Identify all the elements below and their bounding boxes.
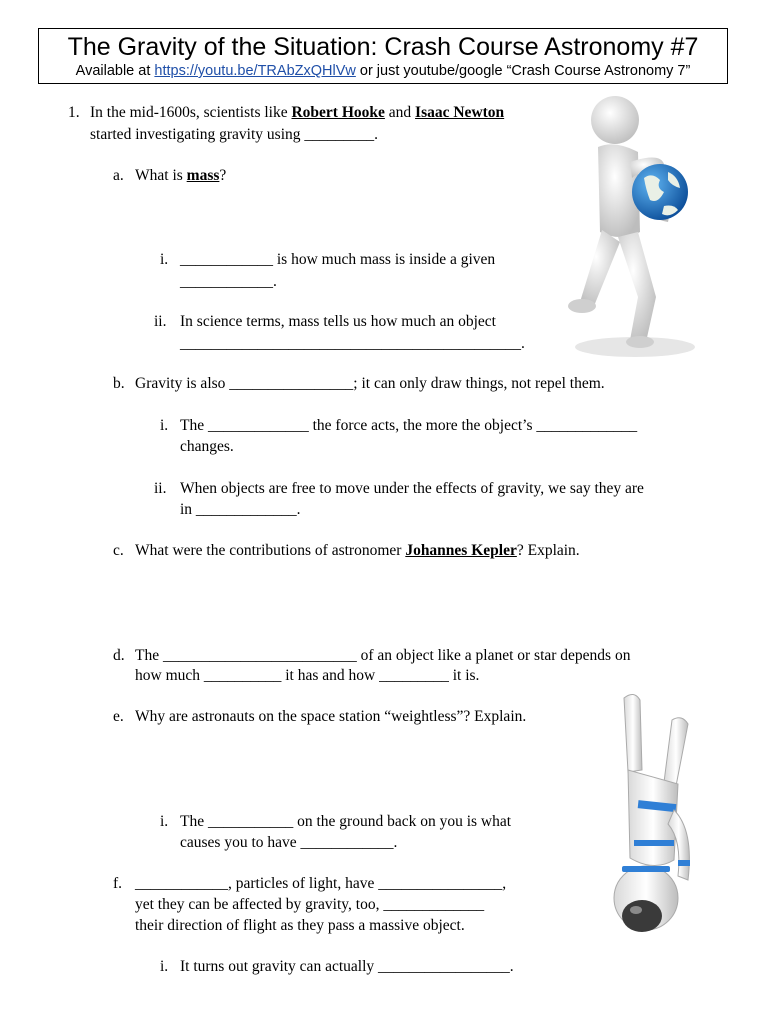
q1f-label: f.: [113, 875, 123, 892]
term-isaac-newton: Isaac Newton: [415, 104, 505, 121]
q1b-ii-line-1: When objects are free to move under the effects of gravity, we say they are: [180, 480, 644, 497]
q1c-post: ? Explain.: [516, 542, 580, 559]
q1b-i-label: i.: [160, 417, 169, 434]
q1a-question: [135, 166, 226, 186]
q1e-label: e.: [113, 708, 124, 725]
video-link[interactable]: https://youtu.be/TRAbZxQHlVw: [154, 63, 356, 79]
q1-text-b: and: [384, 104, 416, 121]
q1b-i-line-1: The _____________ the force acts, the more the object’s _____________: [180, 417, 638, 434]
q1-text-a: In the mid-1600s, scientists like: [90, 104, 292, 121]
q1a-pre: What is: [135, 167, 187, 184]
astronaut-illustration: [594, 690, 704, 950]
q1f-i-line-1: It turns out gravity can actually _________________.: [180, 958, 514, 975]
term-mass: mass: [186, 167, 220, 184]
q1d-line-1: The _________________________ of an object like a planet or star depends on: [135, 647, 631, 664]
q1a-label: a.: [113, 167, 124, 184]
q1-line-2: started investigating gravity using _________.: [90, 126, 379, 143]
availability-prefix: Available at: [75, 63, 155, 79]
q1d-label: d.: [113, 647, 125, 664]
q1b-label: b.: [113, 375, 125, 392]
term-johannes-kepler: Johannes Kepler: [405, 542, 517, 559]
q1f-i-label: i.: [160, 958, 169, 975]
q1-number: 1.: [68, 104, 80, 121]
q1-line-1: [90, 103, 504, 123]
q1a-ii-line-2: ____________________________________________.: [180, 335, 525, 352]
q1f-line-3: their direction of flight as they pass a massive object.: [135, 917, 465, 934]
q1b-ii-line-2: in _____________.: [180, 501, 301, 518]
q1a-i-line-2: ____________.: [180, 273, 277, 290]
q1c-pre: What were the contributions of astronomer: [135, 542, 406, 559]
q1e-text: Why are astronauts on the space station “weightless”? Explain.: [135, 708, 527, 725]
q1a-i-line-1: ____________ is how much mass is inside a given: [180, 251, 496, 268]
figure-holding-globe-illustration: [560, 92, 720, 362]
q1e-i-label: i.: [160, 813, 169, 830]
availability-line: [39, 62, 727, 80]
q1a-ii-line-1: In science terms, mass tells us how much an object: [180, 313, 496, 330]
q1d-line-2: how much __________ it has and how _________ it is.: [135, 667, 480, 684]
q1c-question: [135, 541, 580, 561]
worksheet-title: The Gravity of the Situation: Crash Course Astronomy #7: [67, 33, 699, 61]
q1a-post: ?: [219, 167, 227, 184]
q1b-text: Gravity is also ________________; it can only draw things, not repel them.: [135, 375, 605, 392]
term-robert-hooke: Robert Hooke: [291, 104, 385, 121]
q1f-line-1: ____________, particles of light, have ________________,: [135, 875, 507, 892]
availability-suffix: or just youtube/google “Crash Course Astronomy 7”: [355, 63, 691, 79]
q1e-i-line-1: The ___________ on the ground back on you is what: [180, 813, 512, 830]
q1f-line-2: yet they can be affected by gravity, too, _____________: [135, 896, 485, 913]
q1b-ii-label: ii.: [154, 480, 167, 497]
q1a-ii-label: ii.: [154, 313, 167, 330]
header-box: [38, 28, 728, 84]
q1a-i-label: i.: [160, 251, 169, 268]
q1e-i-line-2: causes you to have ____________.: [180, 834, 398, 851]
q1c-label: c.: [113, 542, 124, 559]
q1b-i-line-2: changes.: [180, 438, 234, 455]
